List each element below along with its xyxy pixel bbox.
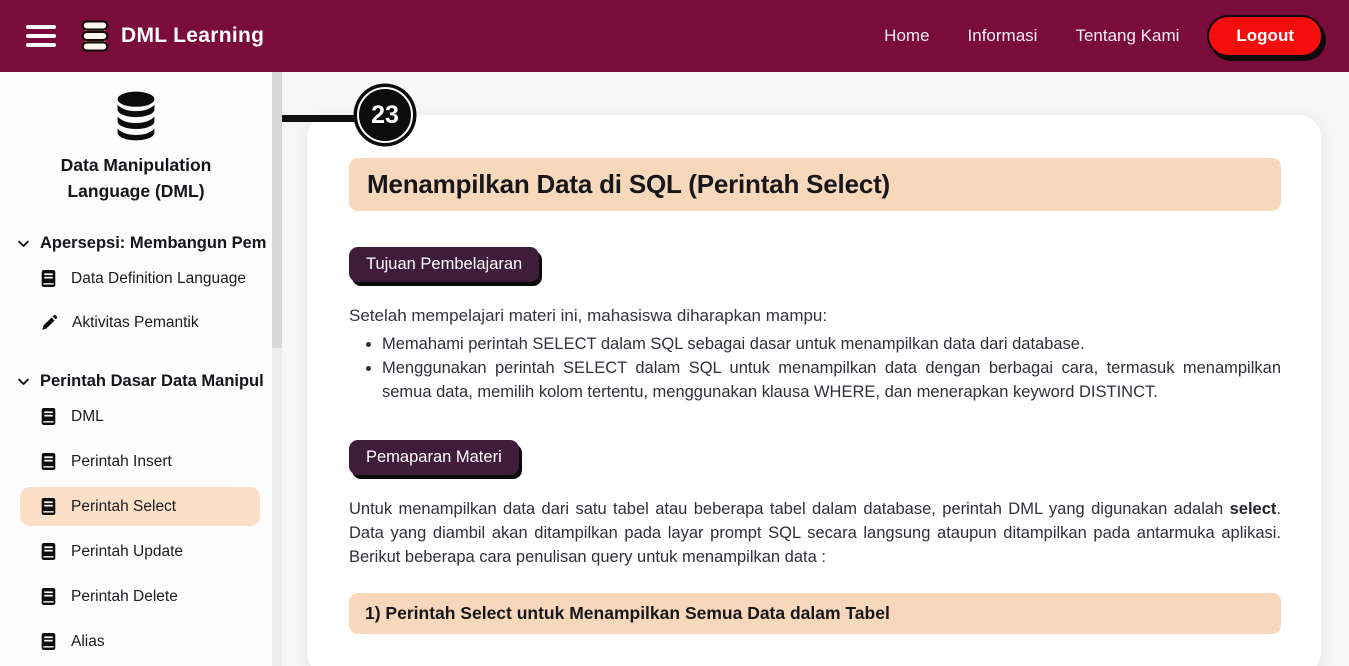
book-icon (40, 587, 57, 606)
book-icon (40, 542, 57, 561)
sidebar-item-perintah-select[interactable] (20, 487, 260, 526)
brand[interactable] (80, 20, 264, 52)
logout-button[interactable]: Logout (1207, 15, 1323, 57)
sidebar-scrollbar-thumb[interactable] (272, 72, 282, 348)
sidebar-item-alias[interactable] (20, 622, 260, 661)
sidebar-scrollbar-track[interactable] (272, 72, 282, 666)
sidebar-item-label: Aktivitas Pemantik (72, 314, 199, 331)
sidebar-section-apersepsi[interactable] (16, 234, 272, 253)
nav-links (884, 26, 1179, 46)
chevron-down-icon (16, 236, 31, 251)
page-shell (0, 72, 1349, 666)
sidebar-course-title: Data Manipulation Language (DML) (60, 155, 212, 201)
sidebar-item-label: Perintah Insert (71, 452, 172, 470)
book-icon (40, 269, 57, 288)
sidebar-item-label: DML (71, 407, 104, 425)
book-icon (40, 632, 57, 651)
course-sidebar (0, 72, 272, 666)
pencil-icon (40, 314, 58, 332)
sidebar-item-perintah-update[interactable] (20, 532, 260, 571)
material-text-before: Untuk menampilkan data dari satu tabel atau beberapa tabel dalam database, perintah DML yang digunakan adalah (349, 500, 1230, 518)
brand-title: DML Learning (121, 24, 265, 47)
material-badge: Pemaparan Materi (349, 440, 519, 475)
nav-link-home[interactable]: Home (884, 26, 930, 45)
objectives-intro-text: Setelah mempelajari materi ini, mahasiswa diharapkan mampu: (349, 306, 828, 325)
nav-link-tentang-kami[interactable]: Tentang Kami (1075, 26, 1180, 45)
page-title: Menampilkan Data di SQL (Perintah Select) (349, 158, 1281, 211)
sidebar-item-aktivitas-pemantik[interactable] (20, 304, 260, 342)
hamburger-menu-icon[interactable] (26, 25, 56, 47)
sidebar-item-label: Data Definition Language (71, 269, 246, 287)
objective-item: • Menggunakan perintah SELECT dalam SQL untuk menampilkan data dengan berbagai cara, termasuk menampilkan semua data, memilih kolom tertentu, menggunakan klausa WHERE, dan menerapkan keyword DISTINCT. (382, 356, 1281, 404)
sidebar-item-perintah-delete[interactable] (20, 577, 260, 616)
sidebar-section-label: Apersepsi: Membangun Pem (40, 234, 267, 252)
objectives-list (349, 332, 1281, 404)
objectives-badge: Tujuan Pembelajaran (349, 247, 539, 282)
material-text-after: . Data yang diambil akan ditampilkan pada layar prompt SQL secara langsung ataupun ditampilkan pada antarmuka aplikasi. Berikut beberapa cara penulisan query untuk menampilkan data : (349, 500, 1281, 566)
section-subheading: 1) Perintah Select untuk Menampilkan Semua Data dalam Tabel (349, 593, 1281, 634)
top-navbar (0, 0, 1349, 72)
sidebar-item-label: Perintah Delete (71, 587, 178, 605)
sidebar-section-perintah-dasar[interactable] (16, 372, 272, 391)
sidebar-item-label: Perintah Update (71, 542, 184, 560)
sidebar-item-dml[interactable] (20, 397, 260, 436)
database-logo-icon (80, 20, 110, 52)
lesson-card (307, 115, 1321, 666)
objective-item: • Memahami perintah SELECT dalam SQL sebagai dasar untuk menampilkan data dari database. (382, 332, 1281, 356)
material-paragraph (349, 497, 1281, 569)
sidebar-item-label: Alias (71, 632, 105, 650)
main-content-area (282, 72, 1349, 666)
book-icon (40, 407, 57, 426)
book-icon (40, 497, 57, 516)
sidebar-item-label: Perintah Select (71, 497, 177, 515)
lesson-number-badge: 23 (357, 87, 413, 143)
sidebar-item-perintah-insert[interactable] (20, 442, 260, 481)
material-bold-keyword: select (1229, 500, 1277, 518)
book-icon (40, 452, 57, 471)
sidebar-item-data-definition-language[interactable] (20, 259, 260, 298)
nav-link-informasi[interactable]: Informasi (967, 26, 1038, 45)
chevron-down-icon (16, 374, 31, 389)
database-icon (0, 90, 272, 142)
sidebar-section-label: Perintah Dasar Data Manipul (40, 372, 264, 390)
